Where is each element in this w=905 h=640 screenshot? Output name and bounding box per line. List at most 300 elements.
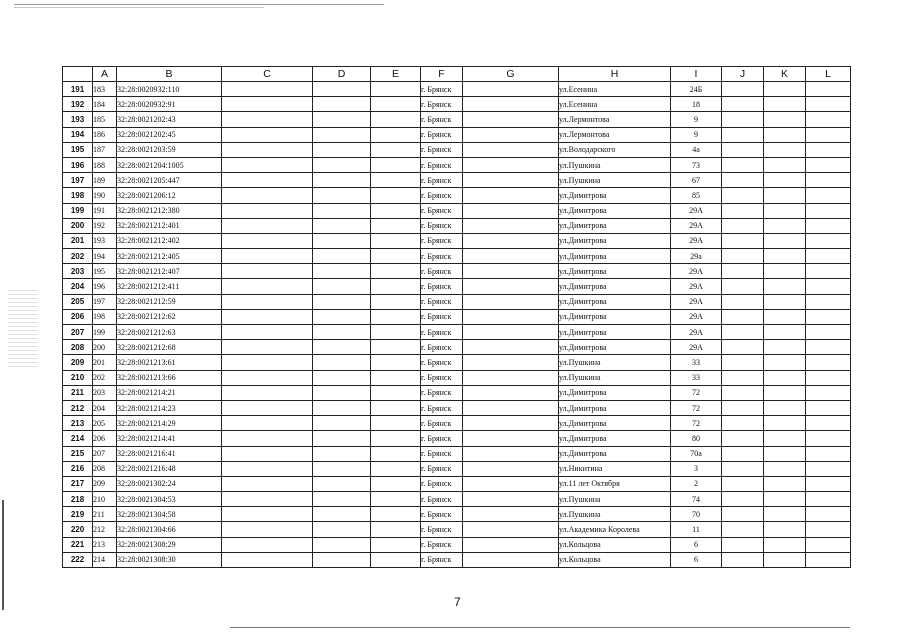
col-d-cell: [313, 97, 371, 112]
col-g-cell: [463, 97, 559, 112]
table-row: [63, 218, 851, 233]
city-cell: г. Брянск: [421, 203, 463, 218]
col-l-cell: [806, 355, 851, 370]
row-number-cell: 212: [63, 400, 93, 415]
col-l-cell: [806, 249, 851, 264]
city-cell: г. Брянск: [421, 431, 463, 446]
col-e-cell: [371, 82, 421, 97]
col-a-cell: 209: [93, 476, 117, 491]
col-d-cell: [313, 461, 371, 476]
row-number-cell: 193: [63, 112, 93, 127]
col-e-cell: [371, 416, 421, 431]
street-cell: ул.Кольцова: [559, 537, 671, 552]
col-g-cell: [463, 461, 559, 476]
col-k-cell: [764, 309, 806, 324]
col-d-cell: [313, 294, 371, 309]
table-row: [63, 264, 851, 279]
cadastral-number-cell: 32:28:0021212:62: [117, 309, 222, 324]
col-c-cell: [222, 97, 313, 112]
city-cell: г. Брянск: [421, 127, 463, 142]
house-number-cell: 29А: [671, 309, 722, 324]
col-d-cell: [313, 340, 371, 355]
col-g-cell: [463, 188, 559, 203]
col-c-cell: [222, 142, 313, 157]
col-a-cell: 184: [93, 97, 117, 112]
table-row: [63, 340, 851, 355]
col-j-cell: [722, 431, 764, 446]
col-j-cell: [722, 112, 764, 127]
col-e-cell: [371, 127, 421, 142]
column-header-d: D: [313, 67, 371, 82]
street-cell: ул.Пушкина: [559, 157, 671, 172]
city-cell: г. Брянск: [421, 355, 463, 370]
street-cell: ул.Димитрова: [559, 446, 671, 461]
col-d-cell: [313, 385, 371, 400]
cadastral-number-cell: 32:28:0021202:43: [117, 112, 222, 127]
table-row: [63, 142, 851, 157]
street-cell: ул.Димитрова: [559, 203, 671, 218]
col-d-cell: [313, 537, 371, 552]
col-e-cell: [371, 249, 421, 264]
house-number-cell: 73: [671, 157, 722, 172]
column-header-h: H: [559, 67, 671, 82]
col-k-cell: [764, 233, 806, 248]
col-c-cell: [222, 294, 313, 309]
cadastral-number-cell: 32:28:0021213:66: [117, 370, 222, 385]
col-j-cell: [722, 82, 764, 97]
col-d-cell: [313, 82, 371, 97]
city-cell: г. Брянск: [421, 157, 463, 172]
street-cell: ул.Володарского: [559, 142, 671, 157]
col-c-cell: [222, 385, 313, 400]
table-row: [63, 112, 851, 127]
col-c-cell: [222, 537, 313, 552]
house-number-cell: 74: [671, 492, 722, 507]
table-row: [63, 325, 851, 340]
col-d-cell: [313, 157, 371, 172]
col-l-cell: [806, 507, 851, 522]
house-number-cell: 9: [671, 127, 722, 142]
cadastral-number-cell: 32:28:0021214:21: [117, 385, 222, 400]
column-header-e: E: [371, 67, 421, 82]
col-c-cell: [222, 112, 313, 127]
col-e-cell: [371, 173, 421, 188]
column-header-row: [63, 67, 851, 82]
col-g-cell: [463, 552, 559, 567]
street-cell: ул.Димитрова: [559, 385, 671, 400]
col-j-cell: [722, 522, 764, 537]
col-a-cell: 210: [93, 492, 117, 507]
col-a-cell: 204: [93, 400, 117, 415]
col-a-cell: 211: [93, 507, 117, 522]
col-e-cell: [371, 233, 421, 248]
cadastral-number-cell: 32:28:0020932:110: [117, 82, 222, 97]
col-g-cell: [463, 173, 559, 188]
col-k-cell: [764, 188, 806, 203]
city-cell: г. Брянск: [421, 264, 463, 279]
city-cell: г. Брянск: [421, 461, 463, 476]
col-e-cell: [371, 476, 421, 491]
col-e-cell: [371, 385, 421, 400]
cadastral-number-cell: 32:28:0021304:53: [117, 492, 222, 507]
col-e-cell: [371, 370, 421, 385]
col-a-cell: 193: [93, 233, 117, 248]
col-l-cell: [806, 97, 851, 112]
footer-rule: [230, 627, 850, 628]
col-d-cell: [313, 355, 371, 370]
table-row: [63, 400, 851, 415]
col-k-cell: [764, 416, 806, 431]
street-cell: ул.Пушкина: [559, 507, 671, 522]
col-l-cell: [806, 446, 851, 461]
col-d-cell: [313, 218, 371, 233]
col-l-cell: [806, 82, 851, 97]
city-cell: г. Брянск: [421, 233, 463, 248]
table-row: [63, 294, 851, 309]
city-cell: г. Брянск: [421, 294, 463, 309]
city-cell: г. Брянск: [421, 340, 463, 355]
row-number-cell: 206: [63, 309, 93, 324]
col-j-cell: [722, 416, 764, 431]
row-number-cell: 208: [63, 340, 93, 355]
city-cell: г. Брянск: [421, 279, 463, 294]
col-e-cell: [371, 97, 421, 112]
house-number-cell: 70а: [671, 446, 722, 461]
col-a-cell: 205: [93, 416, 117, 431]
table-row: [63, 127, 851, 142]
col-g-cell: [463, 400, 559, 415]
row-number-cell: 202: [63, 249, 93, 264]
col-j-cell: [722, 537, 764, 552]
col-g-cell: [463, 507, 559, 522]
col-a-cell: 201: [93, 355, 117, 370]
col-g-cell: [463, 416, 559, 431]
col-k-cell: [764, 218, 806, 233]
col-k-cell: [764, 431, 806, 446]
col-k-cell: [764, 507, 806, 522]
table-row: [63, 446, 851, 461]
table-body: [63, 82, 851, 568]
col-j-cell: [722, 385, 764, 400]
street-cell: ул.Димитрова: [559, 400, 671, 415]
col-j-cell: [722, 446, 764, 461]
col-d-cell: [313, 173, 371, 188]
cadastral-number-cell: 32:28:0021213:61: [117, 355, 222, 370]
cadastral-number-cell: 32:28:0021304:66: [117, 522, 222, 537]
col-a-cell: 214: [93, 552, 117, 567]
col-e-cell: [371, 340, 421, 355]
street-cell: ул.Лермонтова: [559, 112, 671, 127]
col-l-cell: [806, 385, 851, 400]
table-row: [63, 188, 851, 203]
col-e-cell: [371, 309, 421, 324]
row-number-cell: 201: [63, 233, 93, 248]
col-a-cell: 208: [93, 461, 117, 476]
row-number-cell: 191: [63, 82, 93, 97]
column-header-g: G: [463, 67, 559, 82]
row-number-cell: 210: [63, 370, 93, 385]
col-c-cell: [222, 355, 313, 370]
col-k-cell: [764, 249, 806, 264]
col-c-cell: [222, 522, 313, 537]
col-a-cell: 206: [93, 431, 117, 446]
house-number-cell: 29А: [671, 218, 722, 233]
cadastral-number-cell: 32:28:0021214:23: [117, 400, 222, 415]
table-row: [63, 492, 851, 507]
col-c-cell: [222, 325, 313, 340]
col-a-cell: 190: [93, 188, 117, 203]
scan-artifact-line: [14, 7, 264, 8]
col-l-cell: [806, 233, 851, 248]
col-c-cell: [222, 400, 313, 415]
house-number-cell: 33: [671, 355, 722, 370]
house-number-cell: 2: [671, 476, 722, 491]
cadastral-number-cell: 32:28:0021212:407: [117, 264, 222, 279]
house-number-cell: 72: [671, 400, 722, 415]
house-number-cell: 11: [671, 522, 722, 537]
col-k-cell: [764, 400, 806, 415]
row-number-cell: 216: [63, 461, 93, 476]
house-number-cell: 9: [671, 112, 722, 127]
city-cell: г. Брянск: [421, 249, 463, 264]
table-row: [63, 507, 851, 522]
col-g-cell: [463, 446, 559, 461]
col-a-cell: 194: [93, 249, 117, 264]
col-c-cell: [222, 370, 313, 385]
col-d-cell: [313, 233, 371, 248]
table-row: [63, 203, 851, 218]
col-d-cell: [313, 264, 371, 279]
street-cell: ул.Есенина: [559, 97, 671, 112]
col-c-cell: [222, 203, 313, 218]
street-cell: ул.Пушкина: [559, 370, 671, 385]
cadastral-number-cell: 32:28:0021203:59: [117, 142, 222, 157]
table-row: [63, 431, 851, 446]
table-row: [63, 476, 851, 491]
col-g-cell: [463, 522, 559, 537]
col-g-cell: [463, 370, 559, 385]
street-cell: ул.Димитрова: [559, 264, 671, 279]
table-row: [63, 309, 851, 324]
street-cell: ул.Димитрова: [559, 431, 671, 446]
city-cell: г. Брянск: [421, 309, 463, 324]
col-k-cell: [764, 476, 806, 491]
col-k-cell: [764, 97, 806, 112]
col-e-cell: [371, 492, 421, 507]
row-number-cell: 214: [63, 431, 93, 446]
col-k-cell: [764, 461, 806, 476]
street-cell: ул.Пушкина: [559, 355, 671, 370]
house-number-cell: 29А: [671, 264, 722, 279]
col-l-cell: [806, 492, 851, 507]
cadastral-number-cell: 32:28:0021212:402: [117, 233, 222, 248]
table-row: [63, 97, 851, 112]
col-d-cell: [313, 416, 371, 431]
col-e-cell: [371, 264, 421, 279]
col-k-cell: [764, 492, 806, 507]
cadastral-number-cell: 32:28:0021204:1005: [117, 157, 222, 172]
col-a-cell: 183: [93, 82, 117, 97]
col-e-cell: [371, 157, 421, 172]
col-d-cell: [313, 552, 371, 567]
col-e-cell: [371, 112, 421, 127]
col-l-cell: [806, 188, 851, 203]
col-j-cell: [722, 355, 764, 370]
col-l-cell: [806, 112, 851, 127]
col-j-cell: [722, 233, 764, 248]
col-g-cell: [463, 127, 559, 142]
cadastral-number-cell: 32:28:0021205:447: [117, 173, 222, 188]
column-header-a: A: [93, 67, 117, 82]
col-l-cell: [806, 157, 851, 172]
table-row: [63, 370, 851, 385]
col-l-cell: [806, 218, 851, 233]
col-l-cell: [806, 264, 851, 279]
col-g-cell: [463, 385, 559, 400]
table-row: [63, 385, 851, 400]
row-number-cell: 195: [63, 142, 93, 157]
col-d-cell: [313, 325, 371, 340]
cadastral-number-cell: 32:28:0021216:48: [117, 461, 222, 476]
col-a-cell: 188: [93, 157, 117, 172]
street-cell: ул.Димитрова: [559, 233, 671, 248]
row-number-cell: 209: [63, 355, 93, 370]
row-number-cell: 221: [63, 537, 93, 552]
cadastral-number-cell: 32:28:0021214:29: [117, 416, 222, 431]
table-row: [63, 461, 851, 476]
column-header-c: C: [222, 67, 313, 82]
col-k-cell: [764, 279, 806, 294]
city-cell: г. Брянск: [421, 112, 463, 127]
col-d-cell: [313, 522, 371, 537]
table-row: [63, 157, 851, 172]
house-number-cell: 72: [671, 416, 722, 431]
street-cell: ул.Никитина: [559, 461, 671, 476]
col-j-cell: [722, 309, 764, 324]
city-cell: г. Брянск: [421, 325, 463, 340]
col-g-cell: [463, 340, 559, 355]
table-row: [63, 552, 851, 567]
col-c-cell: [222, 82, 313, 97]
row-number-cell: 204: [63, 279, 93, 294]
col-l-cell: [806, 522, 851, 537]
row-number-cell: 222: [63, 552, 93, 567]
city-cell: г. Брянск: [421, 97, 463, 112]
col-a-cell: 192: [93, 218, 117, 233]
col-k-cell: [764, 294, 806, 309]
house-number-cell: 85: [671, 188, 722, 203]
column-header-k: K: [764, 67, 806, 82]
cadastral-number-cell: 32:28:0021302:24: [117, 476, 222, 491]
cadastral-number-cell: 32:28:0021212:68: [117, 340, 222, 355]
col-a-cell: 191: [93, 203, 117, 218]
col-a-cell: 202: [93, 370, 117, 385]
col-l-cell: [806, 431, 851, 446]
col-l-cell: [806, 416, 851, 431]
col-e-cell: [371, 507, 421, 522]
row-number-cell: 200: [63, 218, 93, 233]
street-cell: ул.Пушкина: [559, 492, 671, 507]
col-g-cell: [463, 294, 559, 309]
col-c-cell: [222, 264, 313, 279]
street-cell: ул.Лермонтова: [559, 127, 671, 142]
house-number-cell: 29А: [671, 340, 722, 355]
cadastral-number-cell: 32:28:0021212:411: [117, 279, 222, 294]
col-k-cell: [764, 82, 806, 97]
col-g-cell: [463, 537, 559, 552]
corner-header: [63, 67, 93, 82]
col-a-cell: 187: [93, 142, 117, 157]
col-g-cell: [463, 476, 559, 491]
col-a-cell: 213: [93, 537, 117, 552]
col-c-cell: [222, 127, 313, 142]
col-l-cell: [806, 461, 851, 476]
house-number-cell: 33: [671, 370, 722, 385]
house-number-cell: 4а: [671, 142, 722, 157]
col-d-cell: [313, 112, 371, 127]
house-number-cell: 29А: [671, 279, 722, 294]
scan-artifact-line: [14, 4, 384, 5]
col-d-cell: [313, 446, 371, 461]
col-j-cell: [722, 476, 764, 491]
col-k-cell: [764, 173, 806, 188]
col-a-cell: 207: [93, 446, 117, 461]
col-l-cell: [806, 340, 851, 355]
col-j-cell: [722, 142, 764, 157]
col-j-cell: [722, 249, 764, 264]
col-j-cell: [722, 157, 764, 172]
col-e-cell: [371, 279, 421, 294]
city-cell: г. Брянск: [421, 416, 463, 431]
city-cell: г. Брянск: [421, 400, 463, 415]
table-row: [63, 279, 851, 294]
cadastral-number-cell: 32:28:0021212:380: [117, 203, 222, 218]
col-g-cell: [463, 249, 559, 264]
column-header-i: I: [671, 67, 722, 82]
row-number-cell: 213: [63, 416, 93, 431]
col-e-cell: [371, 203, 421, 218]
col-k-cell: [764, 127, 806, 142]
col-d-cell: [313, 370, 371, 385]
col-g-cell: [463, 82, 559, 97]
col-j-cell: [722, 127, 764, 142]
house-number-cell: 29А: [671, 325, 722, 340]
col-a-cell: 197: [93, 294, 117, 309]
col-e-cell: [371, 537, 421, 552]
col-k-cell: [764, 157, 806, 172]
table-row: [63, 233, 851, 248]
col-j-cell: [722, 188, 764, 203]
col-d-cell: [313, 249, 371, 264]
col-a-cell: 212: [93, 522, 117, 537]
col-a-cell: 186: [93, 127, 117, 142]
col-j-cell: [722, 492, 764, 507]
col-d-cell: [313, 476, 371, 491]
col-c-cell: [222, 507, 313, 522]
cadastral-number-cell: 32:28:0021202:45: [117, 127, 222, 142]
col-g-cell: [463, 142, 559, 157]
col-g-cell: [463, 492, 559, 507]
col-l-cell: [806, 203, 851, 218]
col-j-cell: [722, 507, 764, 522]
col-a-cell: 203: [93, 385, 117, 400]
col-l-cell: [806, 294, 851, 309]
house-number-cell: 70: [671, 507, 722, 522]
col-e-cell: [371, 552, 421, 567]
col-g-cell: [463, 218, 559, 233]
city-cell: г. Брянск: [421, 370, 463, 385]
col-k-cell: [764, 340, 806, 355]
